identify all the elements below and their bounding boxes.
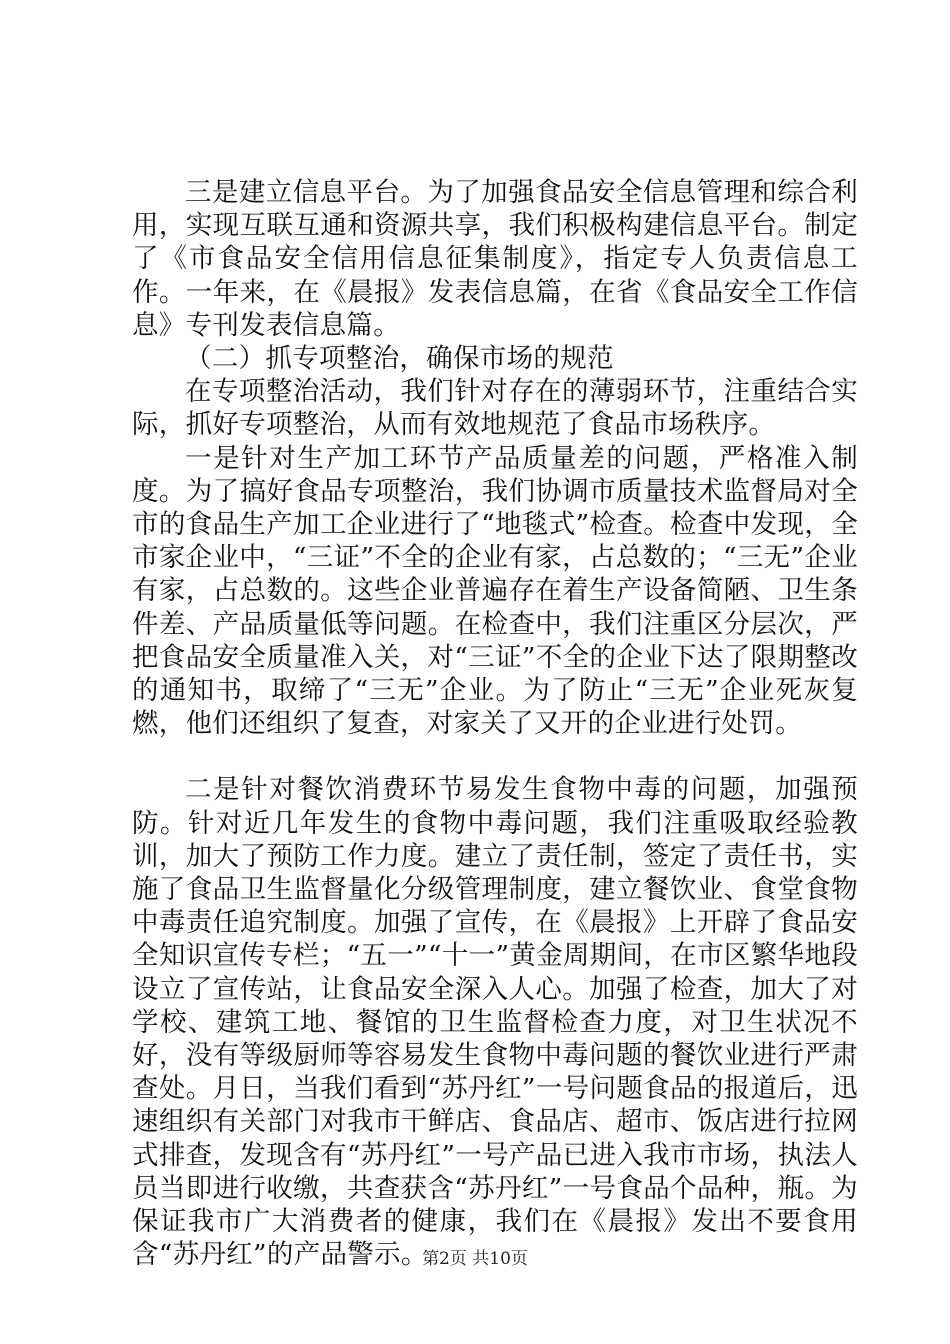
document-body <box>132 176 858 1272</box>
paragraph-special-rectification: 在专项整治活动，我们针对存在的薄弱环节，注重结合实际，抓好专项整治，从而有效地规范了食品市场秩序。 <box>132 376 858 441</box>
paragraph-food-poisoning-prevention: 二是针对餐饮消费环节易发生食物中毒的问题，加强预防。针对近几年发生的食物中毒问题，我们注重吸取经验教训，加大了预防工作力度。建立了责任制，签定了责任书，实施了食品卫生监督量化分级管理制度，建立餐饮业、食堂食物中毒责任追究制度。加强了宣传，在《晨报》上开辟了食品安全知识宣传专栏；“五一”“十一”黄金周期间，在市区繁华地段设立了宣传站，让食品安全深入人心。加强了检查，加大了对学校、建筑工地、餐馆的卫生监督检查力度，对卫生状况不好，没有等级厨师等容易发生食物中毒问题的餐饮业进行严肃查处。月日，当我们看到“苏丹红”一号问题食品的报道后，迅速组织有关部门对我市干鲜店、食品店、超市、饭店进行拉网式排查，发现含有“苏丹红”一号产品已进入我市市场，执法人员当即进行收缴，共查获含“苏丹红”一号食品个品种，瓶。为保证我市广大消费者的健康，我们在《晨报》发出不要食用含“苏丹红”的产品警示。 <box>132 774 858 1271</box>
paragraph-info-platform: 三是建立信息平台。为了加强食品安全信息管理和综合利用，实现互联互通和资源共享，我们积极构建信息平台。制定了《市食品安全信用信息征集制度》，指定专人负责信息工作。一年来，在《晨报》发表信息篇，在省《食品安全工作信息》专刊发表信息篇。 <box>132 177 858 341</box>
paragraph-spacer <box>132 740 858 773</box>
page-number-footer: 第2页 共10页 <box>422 1249 528 1269</box>
section-heading: （二）抓专项整治，确保市场的规范 <box>185 343 614 375</box>
paragraph-production-processing: 一是针对生产加工环节产品质量差的问题，严格准入制度。为了搞好食品专项整治，我们协调市质量技术监督局对全市的食品生产加工企业进行了“地毯式”检查。检查中发现，全市家企业中，“三证”不全的企业有家，占总数的；“三无”企业有家，占总数的。这些企业普遍存在着生产设备简陋、卫生条件差、产品质量低等问题。在检查中，我们注重区分层次，严把食品安全质量准入关，对“三证”不全的企业下达了限期整改的通知书，取缔了“三无”企业。为了防止“三无”企业死灰复燃，他们还组织了复查，对家关了又开的企业进行处罚。 <box>132 442 858 740</box>
